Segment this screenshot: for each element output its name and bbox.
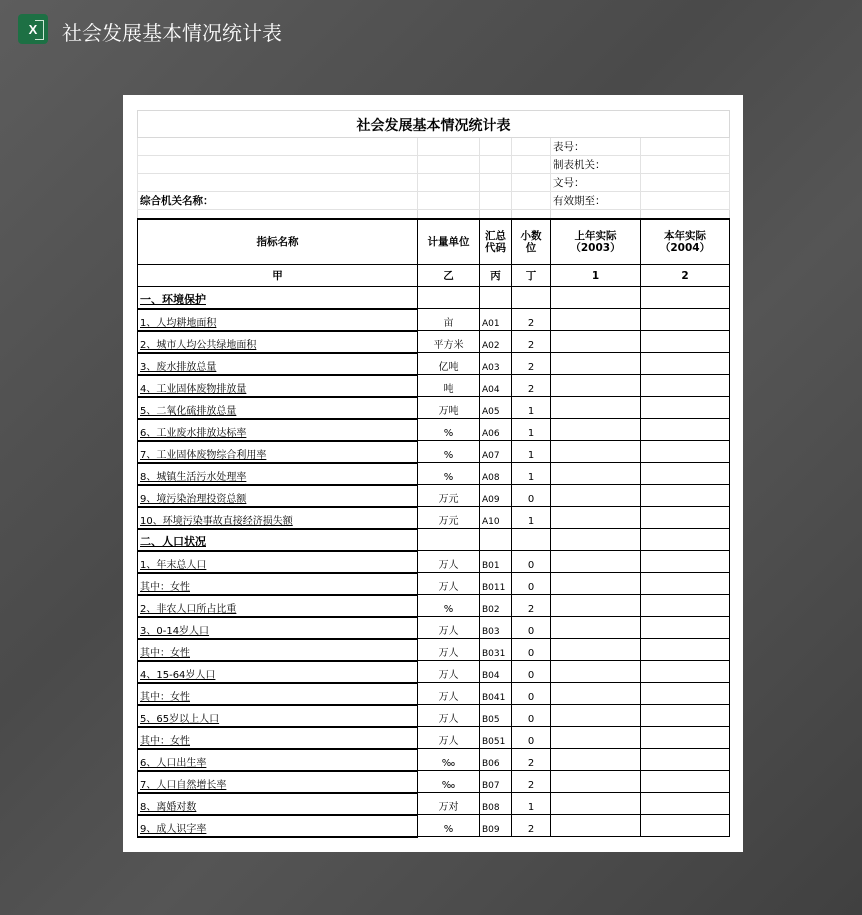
- decimal-cell[interactable]: 0: [512, 705, 551, 727]
- excel-icon: X: [18, 14, 48, 44]
- unit-cell[interactable]: 万人: [418, 705, 480, 727]
- decimal-cell[interactable]: 2: [512, 353, 551, 375]
- indicator-name-cell[interactable]: 6、工业废水排放达标率: [138, 419, 418, 441]
- prev-year-cell[interactable]: [551, 375, 641, 397]
- decimal-cell[interactable]: 2: [512, 331, 551, 353]
- unit-cell[interactable]: 万人: [418, 551, 480, 573]
- sub-header: 丁: [512, 265, 551, 287]
- code-cell[interactable]: A10: [480, 507, 512, 529]
- header-decimal-text: 小数位: [520, 229, 542, 254]
- unit-cell[interactable]: %: [418, 441, 480, 463]
- indicator-name-cell[interactable]: 二、人口状况: [138, 529, 418, 551]
- decimal-cell[interactable]: 1: [512, 397, 551, 419]
- prev-year-cell[interactable]: [551, 287, 641, 309]
- prev-year-cell[interactable]: [551, 771, 641, 793]
- header-prev-text: 上年实际（2003）: [570, 229, 621, 254]
- table-row: [138, 331, 730, 353]
- unit-cell[interactable]: 亩: [418, 309, 480, 331]
- doc-no-label: 文号：: [551, 174, 641, 192]
- cur-year-cell[interactable]: [641, 551, 730, 573]
- decimal-cell[interactable]: 2: [512, 771, 551, 793]
- decimal-cell[interactable]: 2: [512, 309, 551, 331]
- indicator-name-cell[interactable]: 4、工业固体废物排放量: [138, 375, 418, 397]
- unit-cell[interactable]: 亿吨: [418, 353, 480, 375]
- indicator-name-cell[interactable]: 其中：女性: [138, 573, 418, 595]
- unit-cell[interactable]: %: [418, 595, 480, 617]
- code-cell[interactable]: B03: [480, 617, 512, 639]
- unit-cell[interactable]: 万对: [418, 793, 480, 815]
- cur-year-cell[interactable]: [641, 441, 730, 463]
- cur-year-cell[interactable]: [641, 639, 730, 661]
- code-cell[interactable]: B031: [480, 639, 512, 661]
- code-cell[interactable]: B02: [480, 595, 512, 617]
- table-row: [138, 815, 730, 837]
- table-row: [138, 485, 730, 507]
- code-cell[interactable]: B08: [480, 793, 512, 815]
- decimal-cell[interactable]: 0: [512, 573, 551, 595]
- unit-cell[interactable]: 万吨: [418, 397, 480, 419]
- prev-year-cell[interactable]: [551, 551, 641, 573]
- header-unit: 计量单位: [418, 219, 480, 265]
- code-cell[interactable]: B07: [480, 771, 512, 793]
- unit-cell[interactable]: 万人: [418, 683, 480, 705]
- prev-year-cell[interactable]: [551, 331, 641, 353]
- sheet-page: [123, 95, 743, 852]
- cur-year-cell[interactable]: [641, 573, 730, 595]
- unit-cell[interactable]: ‰: [418, 749, 480, 771]
- unit-cell[interactable]: %: [418, 815, 480, 837]
- code-cell[interactable]: A08: [480, 463, 512, 485]
- cur-year-cell[interactable]: [641, 287, 730, 309]
- valid-until-label: 有效期至：: [551, 192, 641, 210]
- table-row: [138, 353, 730, 375]
- cur-year-cell[interactable]: [641, 705, 730, 727]
- issuer-cell[interactable]: [641, 156, 730, 174]
- decimal-cell[interactable]: [512, 287, 551, 309]
- cur-year-cell[interactable]: [641, 375, 730, 397]
- indicator-name-cell[interactable]: 10、环境污染事故直接经济损失额: [138, 507, 418, 529]
- decimal-cell[interactable]: 0: [512, 683, 551, 705]
- cur-year-cell[interactable]: [641, 727, 730, 749]
- prev-year-cell[interactable]: [551, 419, 641, 441]
- code-cell[interactable]: A09: [480, 485, 512, 507]
- table-row: [138, 419, 730, 441]
- indicator-name-cell[interactable]: 2、城市人均公共绿地面积: [138, 331, 418, 353]
- section-row: [138, 529, 730, 551]
- indicator-name-cell[interactable]: 2、非农人口所占比重: [138, 595, 418, 617]
- unit-cell[interactable]: 万人: [418, 639, 480, 661]
- prev-year-cell[interactable]: [551, 639, 641, 661]
- cur-year-cell[interactable]: [641, 485, 730, 507]
- table-row: [138, 617, 730, 639]
- prev-year-cell[interactable]: [551, 463, 641, 485]
- code-cell[interactable]: A02: [480, 331, 512, 353]
- indicator-name-cell[interactable]: 其中：女性: [138, 683, 418, 705]
- header-code-text: 汇总代码: [485, 229, 506, 254]
- table-row: [138, 639, 730, 661]
- prev-year-cell[interactable]: [551, 705, 641, 727]
- indicator-name-cell[interactable]: 7、人口自然增长率: [138, 771, 418, 793]
- prev-year-cell[interactable]: [551, 507, 641, 529]
- indicator-name-cell[interactable]: 3、0-14岁人口: [138, 617, 418, 639]
- indicator-name-cell[interactable]: 1、人均耕地面积: [138, 309, 418, 331]
- decimal-cell[interactable]: 2: [512, 749, 551, 771]
- indicator-name-cell[interactable]: 5、二氧化硫排放总量: [138, 397, 418, 419]
- code-cell[interactable]: A04: [480, 375, 512, 397]
- indicator-name-cell[interactable]: 9、成人识字率: [138, 815, 418, 837]
- cur-year-cell[interactable]: [641, 771, 730, 793]
- code-cell[interactable]: A01: [480, 309, 512, 331]
- code-cell[interactable]: B09: [480, 815, 512, 837]
- prev-year-cell[interactable]: [551, 573, 641, 595]
- decimal-cell[interactable]: 1: [512, 441, 551, 463]
- sub-header: 甲: [138, 265, 418, 287]
- cur-year-cell[interactable]: [641, 397, 730, 419]
- indicator-name-cell[interactable]: 4、15-64岁人口: [138, 661, 418, 683]
- unit-cell[interactable]: 万人: [418, 617, 480, 639]
- agency-label: 综合机关名称：: [138, 192, 418, 210]
- indicator-name-cell[interactable]: 7、工业固体废物综合利用率: [138, 441, 418, 463]
- cur-year-cell[interactable]: [641, 815, 730, 837]
- prev-year-cell[interactable]: [551, 661, 641, 683]
- code-cell[interactable]: B01: [480, 551, 512, 573]
- unit-cell[interactable]: %: [418, 419, 480, 441]
- table-row: [138, 705, 730, 727]
- unit-cell[interactable]: [418, 287, 480, 309]
- table-row: [138, 573, 730, 595]
- section-row: [138, 287, 730, 309]
- code-cell[interactable]: B051: [480, 727, 512, 749]
- title-bar: [0, 0, 862, 60]
- decimal-cell[interactable]: 1: [512, 463, 551, 485]
- table-row: [138, 397, 730, 419]
- decimal-cell[interactable]: 0: [512, 727, 551, 749]
- cur-year-cell[interactable]: [641, 793, 730, 815]
- valid-until-cell[interactable]: [641, 192, 730, 210]
- table-row: [138, 793, 730, 815]
- prev-year-cell[interactable]: [551, 353, 641, 375]
- prev-year-cell[interactable]: [551, 309, 641, 331]
- decimal-cell[interactable]: 1: [512, 793, 551, 815]
- code-cell[interactable]: B05: [480, 705, 512, 727]
- decimal-cell[interactable]: [512, 529, 551, 551]
- indicator-name-cell[interactable]: 一、环境保护: [138, 287, 418, 309]
- prev-year-cell[interactable]: [551, 683, 641, 705]
- header-decimal: [512, 219, 551, 265]
- header-code: [480, 219, 512, 265]
- issuer-label: 制表机关：: [551, 156, 641, 174]
- decimal-cell[interactable]: 0: [512, 617, 551, 639]
- code-cell[interactable]: B041: [480, 683, 512, 705]
- unit-cell[interactable]: 万人: [418, 727, 480, 749]
- cur-year-cell[interactable]: [641, 353, 730, 375]
- code-cell[interactable]: [480, 287, 512, 309]
- code-cell[interactable]: B06: [480, 749, 512, 771]
- indicator-name-cell[interactable]: 1、年末总人口: [138, 551, 418, 573]
- indicator-name-cell[interactable]: 5、65岁以上人口: [138, 705, 418, 727]
- cur-year-cell[interactable]: [641, 331, 730, 353]
- prev-year-cell[interactable]: [551, 793, 641, 815]
- unit-cell[interactable]: [418, 529, 480, 551]
- table-row: [138, 727, 730, 749]
- table-row: [138, 683, 730, 705]
- cur-year-cell[interactable]: [641, 507, 730, 529]
- code-cell[interactable]: [480, 529, 512, 551]
- decimal-cell[interactable]: 0: [512, 639, 551, 661]
- unit-cell[interactable]: 吨: [418, 375, 480, 397]
- table-row: [138, 661, 730, 683]
- cur-year-cell[interactable]: [641, 529, 730, 551]
- sheet-title: 社会发展基本情况统计表: [138, 111, 730, 138]
- decimal-cell[interactable]: 0: [512, 661, 551, 683]
- sub-header: 1: [551, 265, 641, 287]
- code-cell[interactable]: B04: [480, 661, 512, 683]
- unit-cell[interactable]: 万人: [418, 573, 480, 595]
- prev-year-cell[interactable]: [551, 485, 641, 507]
- app-title: 社会发展基本情况统计表: [62, 21, 282, 45]
- prev-year-cell[interactable]: [551, 749, 641, 771]
- cur-year-cell[interactable]: [641, 595, 730, 617]
- indicator-name-cell[interactable]: 3、废水排放总量: [138, 353, 418, 375]
- table-row: [138, 309, 730, 331]
- table-no-label: 表号：: [551, 138, 641, 156]
- prev-year-cell[interactable]: [551, 441, 641, 463]
- prev-year-cell[interactable]: [551, 815, 641, 837]
- decimal-cell[interactable]: 2: [512, 375, 551, 397]
- header-prev: [551, 219, 641, 265]
- code-cell[interactable]: B011: [480, 573, 512, 595]
- cur-year-cell[interactable]: [641, 617, 730, 639]
- decimal-cell[interactable]: 1: [512, 507, 551, 529]
- decimal-cell[interactable]: 0: [512, 551, 551, 573]
- indicator-name-cell[interactable]: 9、境污染治理投资总额: [138, 485, 418, 507]
- decimal-cell[interactable]: 1: [512, 419, 551, 441]
- table-row: [138, 749, 730, 771]
- statistics-table: [137, 110, 730, 838]
- code-cell[interactable]: A05: [480, 397, 512, 419]
- table-no-cell[interactable]: [641, 138, 730, 156]
- unit-cell[interactable]: 万元: [418, 507, 480, 529]
- code-cell[interactable]: A06: [480, 419, 512, 441]
- decimal-cell[interactable]: 2: [512, 815, 551, 837]
- cur-year-cell[interactable]: [641, 419, 730, 441]
- indicator-name-cell[interactable]: 其中：女性: [138, 639, 418, 661]
- table-row: [138, 507, 730, 529]
- code-cell[interactable]: A07: [480, 441, 512, 463]
- header-cur: 本年实际 （2004）: [641, 219, 730, 265]
- table-row: [138, 463, 730, 485]
- sub-header: 2: [641, 265, 730, 287]
- prev-year-cell[interactable]: [551, 617, 641, 639]
- table-row: [138, 375, 730, 397]
- prev-year-cell[interactable]: [551, 529, 641, 551]
- header-name: 指标名称: [138, 219, 418, 265]
- cur-year-cell[interactable]: [641, 463, 730, 485]
- table-row: [138, 595, 730, 617]
- prev-year-cell[interactable]: [551, 397, 641, 419]
- unit-cell[interactable]: %: [418, 463, 480, 485]
- indicator-name-cell[interactable]: 其中：女性: [138, 727, 418, 749]
- code-cell[interactable]: A03: [480, 353, 512, 375]
- unit-cell[interactable]: 万人: [418, 661, 480, 683]
- cur-year-cell[interactable]: [641, 309, 730, 331]
- table-row: [138, 771, 730, 793]
- table-row: [138, 551, 730, 573]
- doc-no-cell[interactable]: [641, 174, 730, 192]
- prev-year-cell[interactable]: [551, 595, 641, 617]
- indicator-name-cell[interactable]: 8、离婚对数: [138, 793, 418, 815]
- sub-header: 丙: [480, 265, 512, 287]
- sub-header: 乙: [418, 265, 480, 287]
- table-row: [138, 441, 730, 463]
- decimal-cell[interactable]: 0: [512, 485, 551, 507]
- cur-year-cell[interactable]: [641, 749, 730, 771]
- unit-cell[interactable]: 万元: [418, 485, 480, 507]
- indicator-name-cell[interactable]: 8、城镇生活污水处理率: [138, 463, 418, 485]
- indicator-name-cell[interactable]: 6、人口出生率: [138, 749, 418, 771]
- prev-year-cell[interactable]: [551, 727, 641, 749]
- unit-cell[interactable]: ‰: [418, 771, 480, 793]
- cur-year-cell[interactable]: [641, 661, 730, 683]
- unit-cell[interactable]: 平方米: [418, 331, 480, 353]
- cur-year-cell[interactable]: [641, 683, 730, 705]
- decimal-cell[interactable]: 2: [512, 595, 551, 617]
